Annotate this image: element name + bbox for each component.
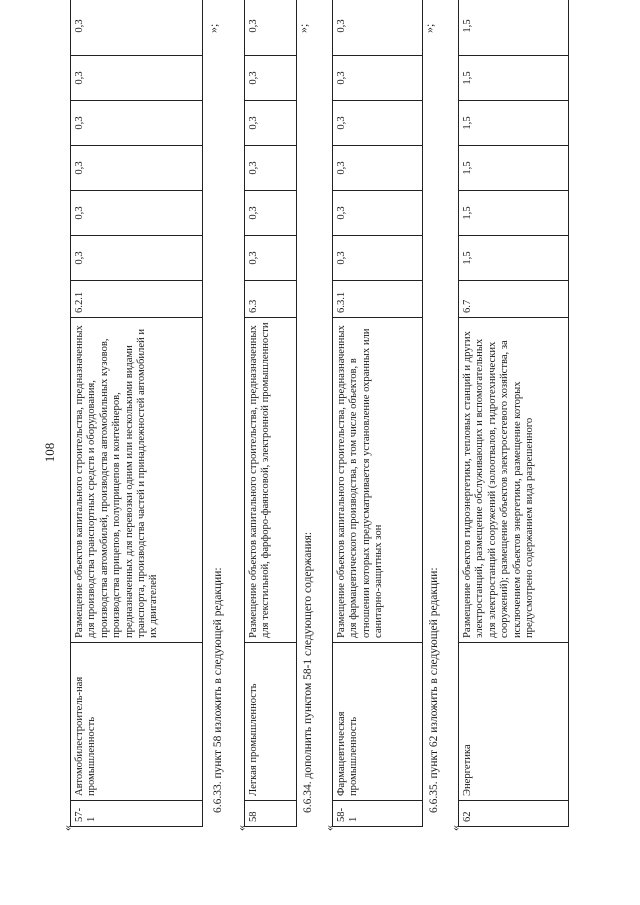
row-number: 58 xyxy=(245,801,297,827)
table-row-57-1 xyxy=(70,0,203,827)
row-value: 1,5 xyxy=(459,191,569,236)
paragraph-6-6-34: 6.6.34. дополнить пунктом 58-1 следующего содержания: xyxy=(302,531,314,813)
table-row-58 xyxy=(244,0,297,827)
closing-quote: »; xyxy=(296,23,310,33)
row-name: Фармацевтическая промышленность xyxy=(333,643,423,801)
row-value: 0,3 xyxy=(333,101,423,146)
row-code: 6.2.1 xyxy=(71,281,203,318)
row-value: 1,5 xyxy=(459,0,569,56)
row-value: 0,3 xyxy=(245,146,297,191)
row-value: 0,3 xyxy=(71,236,203,281)
row-value: 0,3 xyxy=(71,56,203,101)
row-value: 0,3 xyxy=(245,101,297,146)
row-description: Размещение объектов гидроэнергетики, тепловых станций и других электростанций, размещение обслуживающих и вспомогательных для электростанций сооружений (золоотвалов, гидротехнических сооружений); размещение объектов электросетевого хозяйства, за исключением объектов энергетики, размещение которых предусмотрено содержанием вида разрешенного xyxy=(459,318,569,643)
table-row-62 xyxy=(458,0,569,827)
row-number: 58-1 xyxy=(333,801,423,827)
opening-quote: « xyxy=(322,825,336,831)
row-value: 0,3 xyxy=(71,101,203,146)
closing-quote: »; xyxy=(422,23,436,33)
row-value: 0,3 xyxy=(333,0,423,56)
row-value: 0,3 xyxy=(71,0,203,56)
paragraph-6-6-33: 6.6.33. пункт 58 изложить в следующей редакции: xyxy=(212,567,224,813)
row-code: 6.3 xyxy=(245,281,297,318)
row-value: 1,5 xyxy=(459,101,569,146)
row-value: 0,3 xyxy=(245,0,297,56)
row-value: 0,3 xyxy=(71,146,203,191)
row-number: 57-1 xyxy=(71,801,203,827)
row-name: Легкая промышленность xyxy=(245,643,297,801)
row-value: 0,3 xyxy=(333,146,423,191)
row-value: 0,3 xyxy=(245,56,297,101)
table-row-58-1 xyxy=(332,0,423,827)
row-value: 0,3 xyxy=(245,236,297,281)
row-value: 1,5 xyxy=(459,146,569,191)
row-name: Энергетика xyxy=(459,643,569,801)
paragraph-6-6-35: 6.6.35. пункт 62 изложить в следующей редакции: xyxy=(428,567,440,813)
row-value: 0,3 xyxy=(333,56,423,101)
row-value: 0,3 xyxy=(333,236,423,281)
row-value: 0,3 xyxy=(333,191,423,236)
row-description: Размещение объектов капитального строительства, предназначенных для текстильной, фарфоро-фаянсовой, электронной промышленности xyxy=(245,318,297,643)
opening-quote: « xyxy=(234,825,248,831)
row-name: Автомобилестроитель-ная промышленность xyxy=(71,643,203,801)
row-description: Размещение объектов капитального строительства, предназначенных для производства транспортных средств и оборудования, производства автомобилей, производства автомобильных кузовов, производства прицепов, полуприцепов и контейнеров, предназначенных для перевозки одним или несколькими видами транспорта, производства частей и принадлежностей автомобилей и их двигателей xyxy=(71,318,203,643)
row-value: 1,5 xyxy=(459,56,569,101)
row-value: 1,5 xyxy=(459,236,569,281)
opening-quote: « xyxy=(60,825,74,831)
row-code: 6.3.1 xyxy=(333,281,423,318)
row-value: 0,3 xyxy=(71,191,203,236)
row-number: 62 xyxy=(459,801,569,827)
closing-quote: »; xyxy=(206,23,220,33)
page-number: 108 xyxy=(42,442,57,463)
opening-quote: « xyxy=(448,825,462,831)
row-description: Размещение объектов капитального строительства, предназначенных для фармацевтического производства, в том числе объектов, в отношении которых предусматривается установление охранных или санитарно-защитных зон xyxy=(333,318,423,643)
row-value: 0,3 xyxy=(245,191,297,236)
row-code: 6.7 xyxy=(459,281,569,318)
